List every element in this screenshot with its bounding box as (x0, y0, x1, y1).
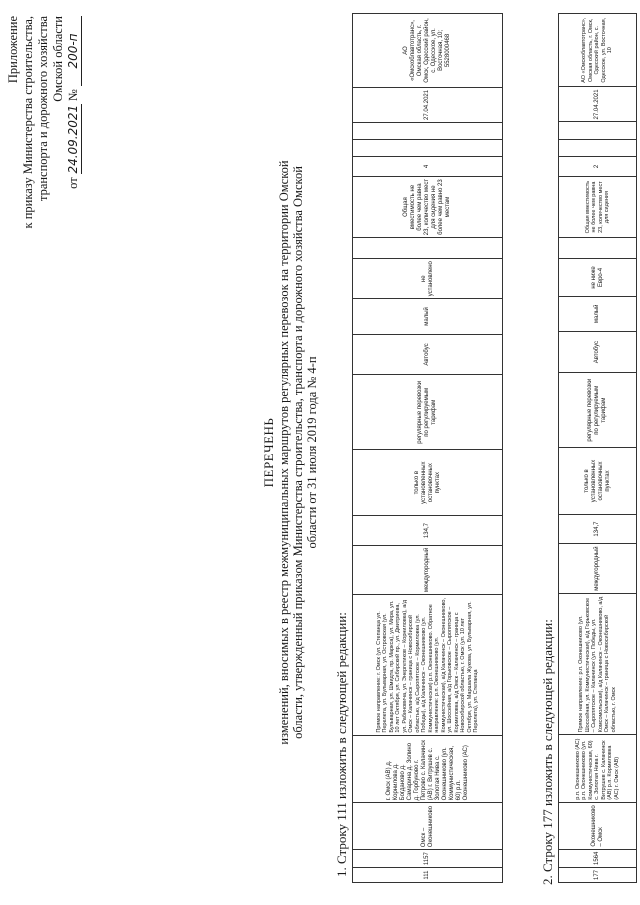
section-1-label: 1. Строку 111 изложить в следующей редакции: (334, 612, 349, 877)
tariff-type: регулярные перевозки по регулируемым тарифам (353, 375, 503, 450)
route-name: Омск – Оконешниково (353, 803, 503, 850)
appendix-date-line (66, 16, 82, 316)
table-row (353, 14, 503, 883)
carrier: АО «Омскоблавтотранс», Омская область, г. Омск, Одесский район, с. Одесское, ул. Восточная, 10; 5528000468 (353, 14, 503, 88)
capacity: Общая вместимость не более чем равна 23, количество мест для сидения (559, 176, 637, 238)
vehicle-type: Автобус (353, 334, 503, 375)
stop-order: только в установленных остановочных пунктах (559, 448, 637, 514)
route-length: 134,7 (353, 516, 503, 546)
document-title (262, 40, 319, 865)
empty-cell (353, 238, 503, 259)
empty-cell (559, 139, 637, 156)
row-index: 177 (559, 867, 637, 882)
route-table-177 (558, 13, 637, 883)
row-index: 111 (353, 868, 503, 883)
table-row (559, 14, 637, 883)
empty-cell (353, 122, 503, 139)
route-stops: г. Омск (АВ) д. Корнилова д. Богданово д. Самарина д. Золино д. Горбуново г. Петрово с. Калачинск (АВ) г. Витрушев с. Золотая Нива с. Оконешниково (ул. Коммунистическая, 60) р.п. Оконешниково (АС) (353, 735, 503, 803)
section-2-label: 2. Строку 177 изложить в следующей редакции: (540, 619, 555, 885)
title-line-1: изменений, вносимых в реестр межмуниципальных маршрутов регулярных перевозок на территории Омской (277, 160, 291, 745)
route-code: 1157 (353, 850, 503, 868)
empty-cell (559, 122, 637, 139)
vehicle-class: малый (353, 299, 503, 334)
eco-class: не ниже Евро-4 (559, 259, 637, 296)
capacity: Общая вместимость не более чем равна 23, количество мест для сидения не более чем равно 23 местам (353, 176, 503, 238)
route-stops: р.п. Оконешниково (АС) р.п. Оконешниково (ул. Коммунистическая, 60) с. Золотая Нива г. Витрушев с. Калачинск (АВ) р.п. Кормиловка (АС) г. Омск (АВ) (559, 735, 637, 802)
appendix-line-1: Приложение (6, 16, 20, 84)
date-value: 24.09.2021 (66, 104, 80, 174)
title-heading: ПЕРЕЧЕНЬ (261, 417, 276, 488)
date-prefix: от (66, 177, 80, 189)
route-type: междугородный (353, 545, 503, 594)
vehicle-count: 2 (559, 157, 637, 177)
tariff-type: регулярные перевозки по регулируемым тарифам (559, 373, 637, 448)
appendix-line-4: Омской области (51, 16, 65, 102)
empty-cell (559, 238, 637, 259)
stop-order: только в установленных остановочных пунктах (353, 450, 503, 516)
route-type: междугородный (559, 544, 637, 593)
appendix-line-2: к приказу Министерства строительства, (21, 16, 35, 229)
start-date: 27.04.2021 (353, 87, 503, 122)
order-number: 200-п (66, 16, 82, 86)
empty-cell (353, 140, 503, 157)
title-line-2: области, утвержденный приказом Министерства строительства, транспорта и дорожного хозяйства Омской (291, 166, 305, 739)
route-path: Прямое направление: г. Омск (ул. Степанца ул. Перелета, ул. Бульварная, ул. Островская (ул. Бульварная, ул. Шмидта, пр. Маркса), ул. Мира, ул. 10 лет Октября, ул. Сибирский пр., ул. Дмитриева, ул. Рабиновича, ул. Энергетиков – Корниловка), а/д Омск – Калачинск – граница с Новосибирской областью, а/д Сыропятское – Кормиловка (ул. Победы), а/д Калачинск – Оконешниково (ул. Коммунистическая) р.п. Оконешниково. Обратное направление: р.п. Оконешниково (ул. Коммунистическая), а/д Калачинск – Оконешниково, ул. Шоссейная, а/д Горьковское – Сыропятское – Кормиловка, а/д Омск – Калачинск – граница с Новосибирской областью, г. Омск (ул. 10 лет Октября, ул. Маршала Жукова, ул. Бульварная, ул. Перелета), ул. Степанца (353, 595, 503, 735)
start-date: 27.04.2021 (559, 87, 637, 122)
route-code: 1564 (559, 849, 637, 867)
appendix-header (6, 16, 82, 316)
route-length: 134,7 (559, 514, 637, 544)
vehicle-type: Автобус (559, 332, 637, 373)
route-name: Оконешниково – Омск (559, 802, 637, 849)
eco-class: не установлено (353, 259, 503, 299)
carrier: АО «Омскоблавтотранс», Омская область, г. Омск, Одесский район, с. Одесское, ул. Восточная, 10 (559, 14, 637, 87)
vehicle-class: малый (559, 296, 637, 331)
vehicle-count: 4 (353, 157, 503, 176)
number-prefix: № (66, 89, 80, 102)
route-table-111 (352, 13, 503, 883)
title-line-3: области от 31 июля 2019 года № 4-п (305, 356, 319, 549)
route-path: Прямое направление: р.п. Оконешниково (ул. Шоссейная, ул. Коммунистическая), а/д Горьковское – Сыропятское – Калачинск (ул. Победы, ул. Комсомольская), а/д Калачинск – Оконешниково, а/д Омск – Калачинск – граница с Новосибирской областью, г. Омск (559, 593, 637, 735)
appendix-line-3: транспорта и дорожного хозяйства (36, 16, 50, 202)
